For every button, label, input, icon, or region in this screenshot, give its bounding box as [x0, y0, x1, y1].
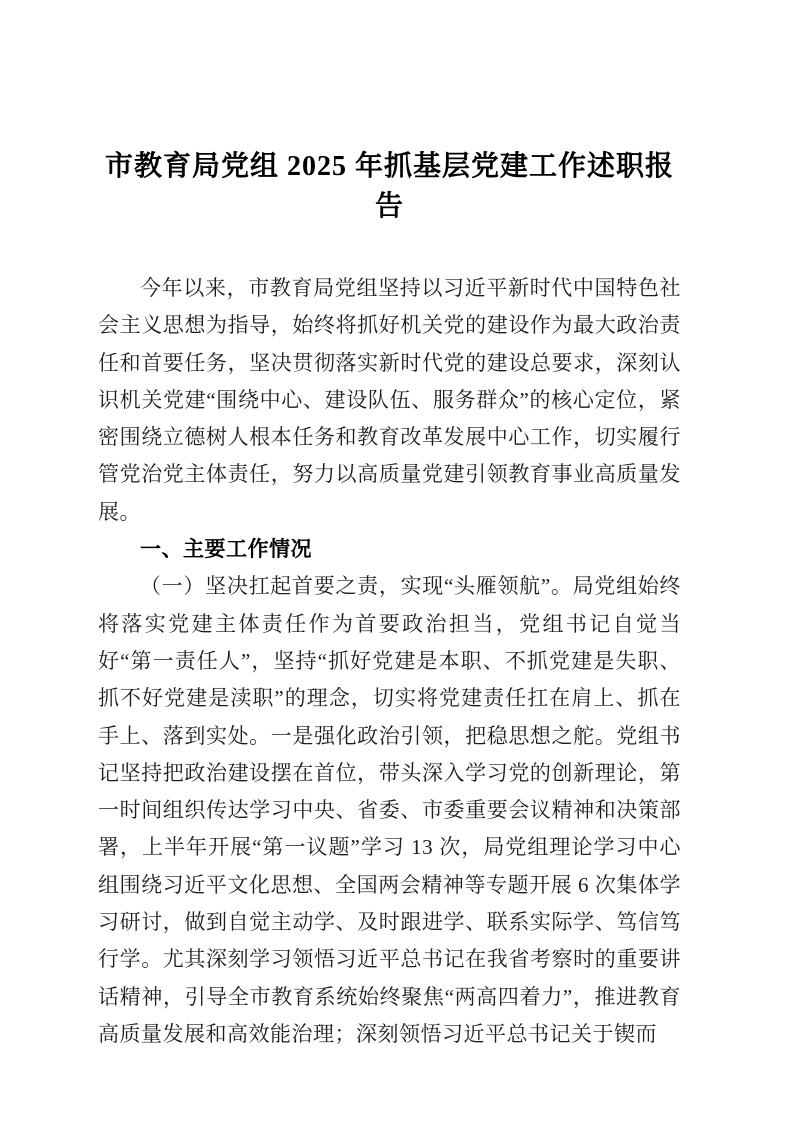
paragraph-section-one: （一）坚决扛起首要之责，实现“头雁领航”。局党组始终将落实党建主体责任作为首要政治担当，党组书记自觉当好“第一责任人”，坚持“抓好党建是本职、不抓党建是失职、抓不好党建是渎职”的理念，切实将党建责任扛在肩上、抓在手上、落到实处。一是强化政治引领，把稳思想之舵。党组书记坚持把政治建设摆在首位，带头深入学习党的创新理论，第一时间组织传达学习中央、省委、市委重要会议精神和决策部署，上半年开展“第一议题”学习 13 次，局党组理论学习中心组围绕习近平文化思想、全国两会精神等专题开展 6 次集体学习研讨，做到自觉主动学、及时跟进学、联系实际学、笃信笃行学。尤其深刻学习领悟习近平总书记在我省考察时的重要讲话精神，引导全市教育系统始终聚焦“两高四着力”，推进教育高质量发展和高效能治理；深刻领悟习近平总书记关于锲而 [98, 574, 681, 1046]
paragraph-intro: 今年以来，市教育局党组坚持以习近平新时代中国特色社会主义思想为指导，始终将抓好机关党的建设作为最大政治责任和首要任务，坚决贯彻落实新时代党的建设总要求，深刻认识机关党建“围绕中心、建设队伍、服务群众”的核心定位，紧密围绕立德树人根本任务和教育改革发展中心工作，切实履行管党治党主体责任，努力以高质量党建引领教育事业高质量发展。 [98, 276, 681, 524]
document-body [98, 270, 681, 1053]
document-content [0, 147, 793, 1053]
section-heading: 一、主要工作情况 [140, 537, 312, 562]
document-title: 市教育局党组 2025 年抓基层党建工作述职报告 [104, 151, 674, 222]
